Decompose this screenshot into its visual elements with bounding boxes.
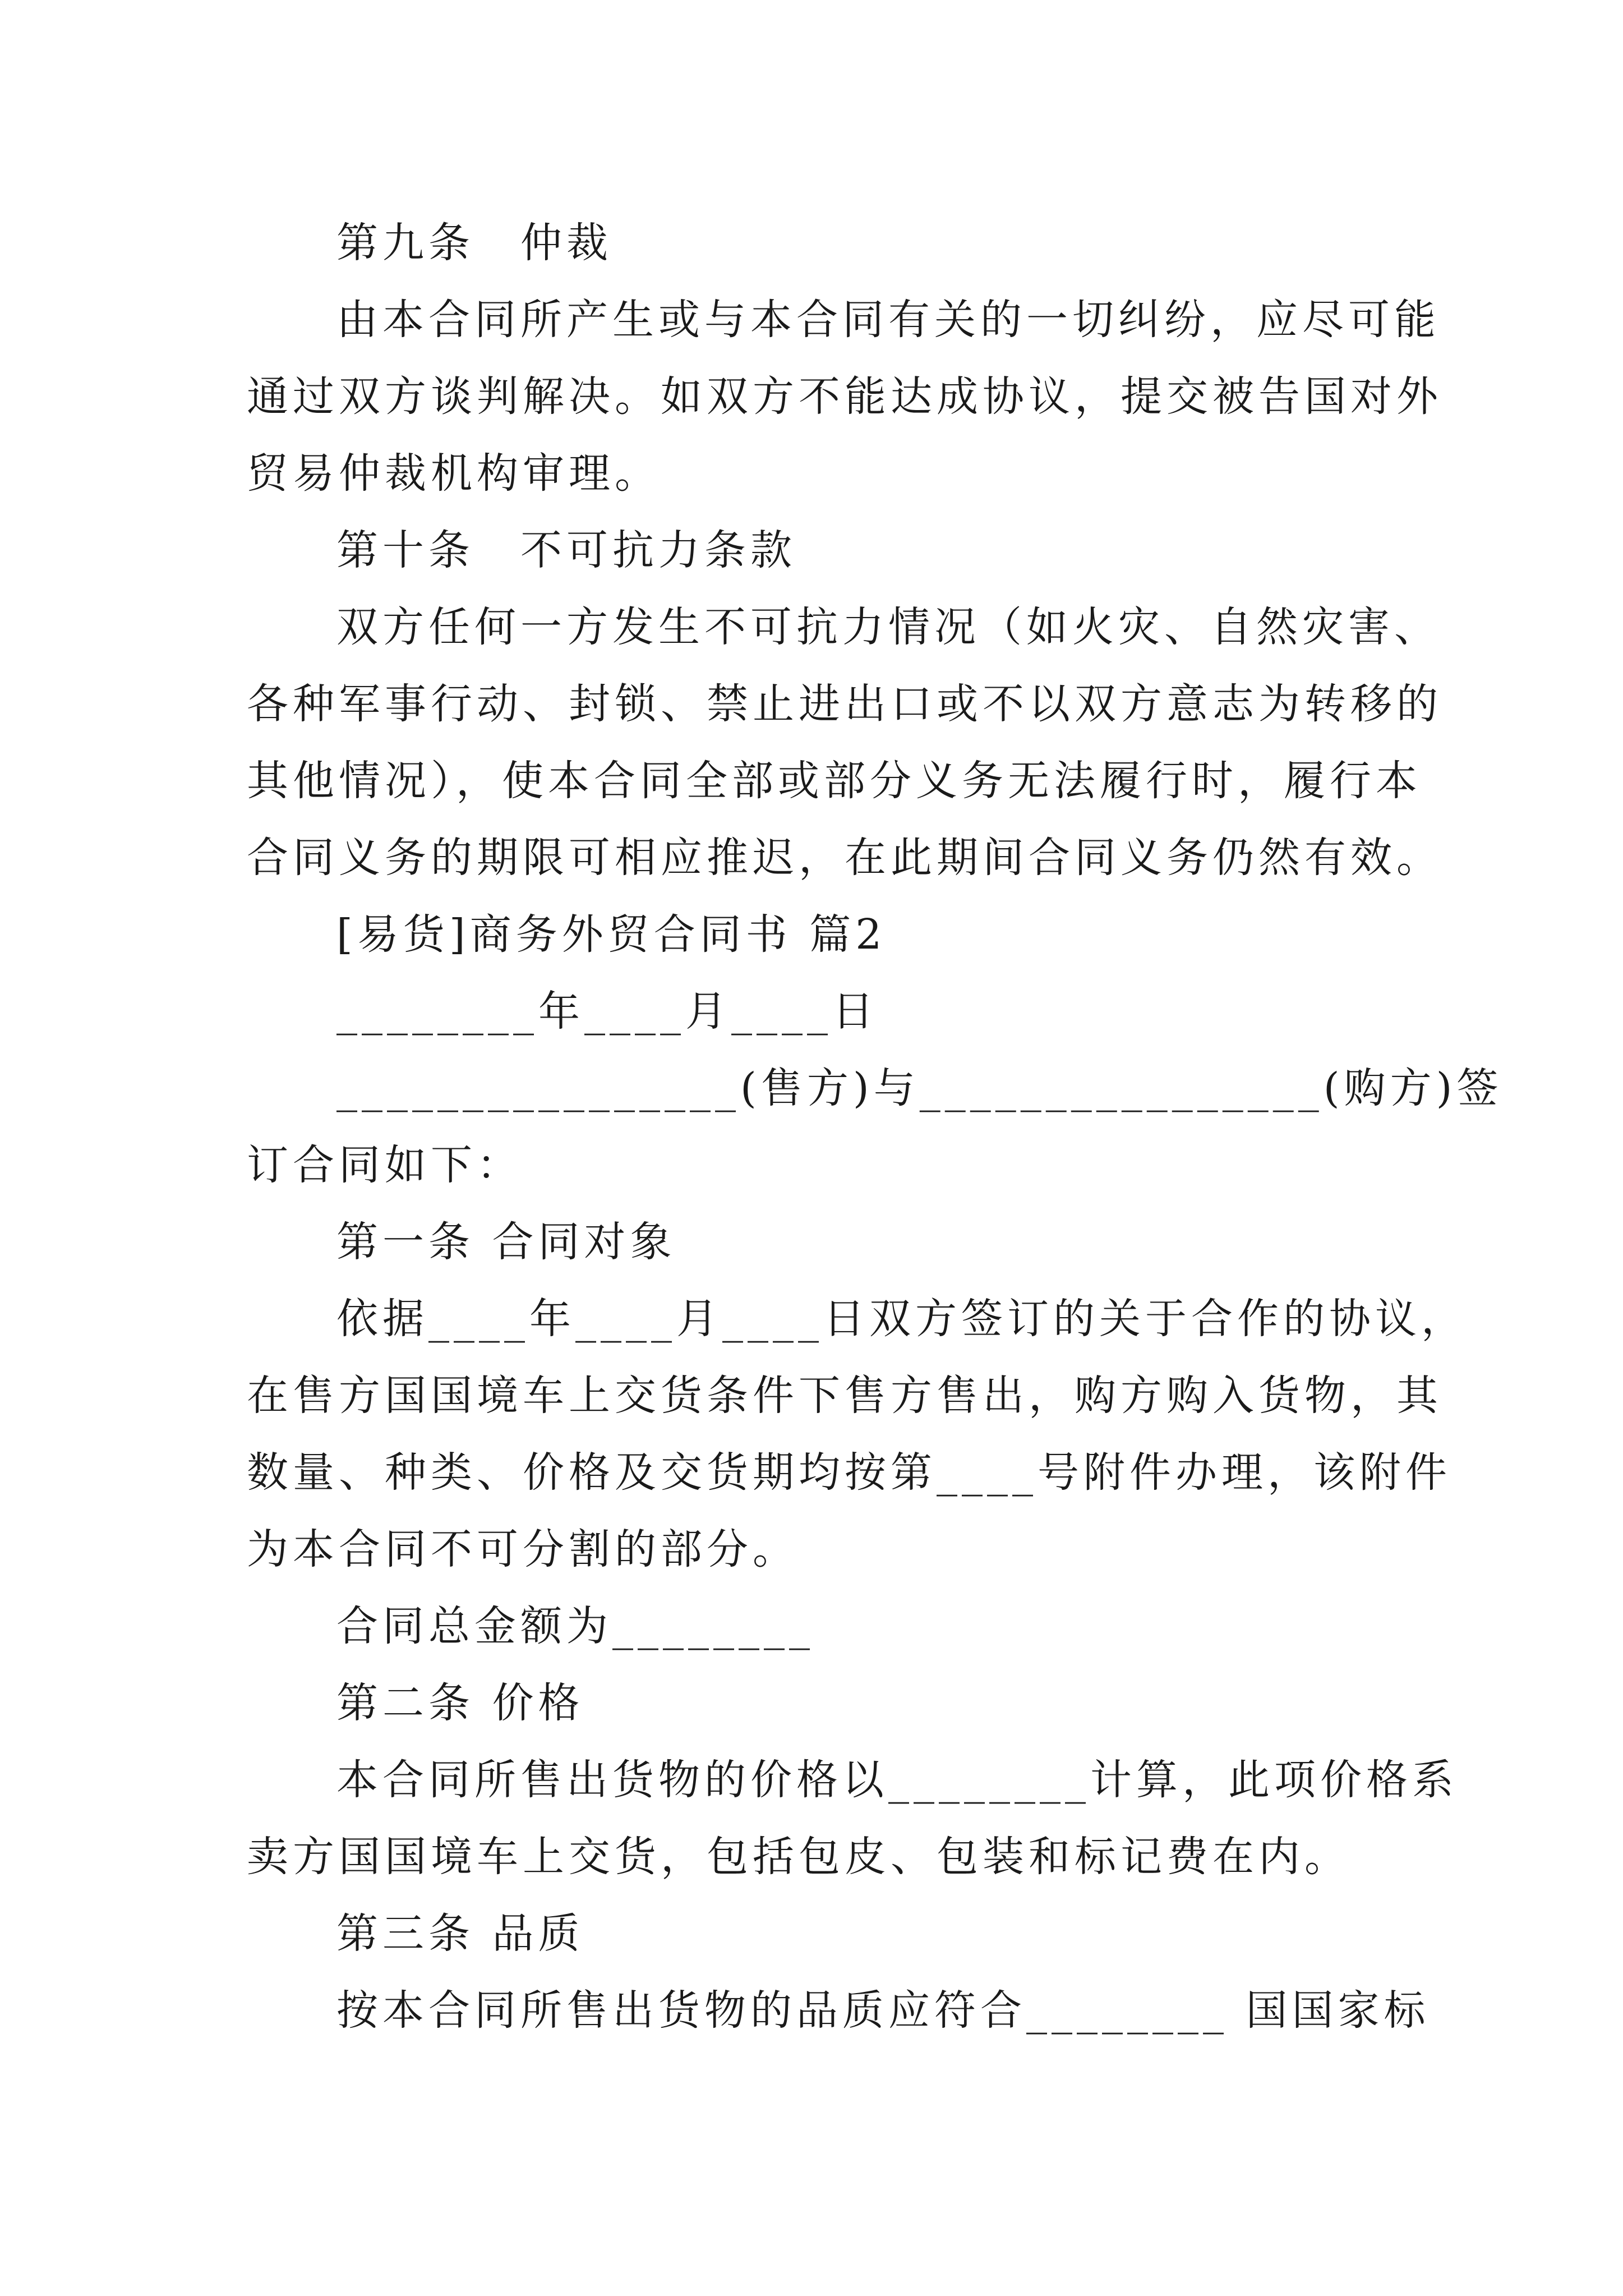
total-amount-line: 合同总金额为________ <box>336 1602 814 1650</box>
date-line: ________年____月____日 <box>336 987 878 1036</box>
paragraph-line: 为本合同不可分割的部分。 <box>247 1525 799 1573</box>
paragraph-line: 其他情况），使本合同全部或部分义务无法履行时，履行本 <box>247 757 1422 805</box>
article-2-heading: 第二条 价格 <box>336 1679 584 1727</box>
paragraph-line: 合同义务的期限可相应推迟，在此期间合同义务仍然有效。 <box>247 834 1442 882</box>
article-10-heading: 第十条 不可抗力条款 <box>336 526 796 574</box>
paragraph-line: 本合同所售出货物的价格以________计算，此项价格系 <box>336 1756 1458 1804</box>
paragraph-line: 贸易仲裁机构审理。 <box>247 449 661 498</box>
paragraph-line: 在售方国国境车上交货条件下售方售出，购方购入货物，其 <box>247 1372 1442 1420</box>
paragraph-line: 依据____年____月____日双方签订的关于合作的协议， <box>336 1295 1467 1343</box>
paragraph-line: 按本合同所售出货物的品质应符合________ 国国家标 <box>336 1986 1430 2035</box>
paragraph-line: 各种军事行动、封锁、禁止进出口或不以双方意志为转移的 <box>247 680 1442 728</box>
paragraph-line: 卖方国国境车上交货，包括包皮、包装和标记费在内。 <box>247 1833 1350 1881</box>
paragraph-line: 订合同如下： <box>247 1141 523 1189</box>
article-1-heading: 第一条 合同对象 <box>336 1218 676 1266</box>
section-title: [易货]商务外贸合同书 篇2 <box>336 910 887 959</box>
article-9-heading: 第九条 仲裁 <box>336 219 612 267</box>
parties-line: ________________(售方)与________________(购方)签 <box>336 1064 1503 1112</box>
paragraph-line: 由本合同所产生或与本合同有关的一切纠纷，应尽可能 <box>336 296 1440 344</box>
paragraph-line: 数量、种类、价格及交货期均按第____号附件办理，该附件 <box>247 1448 1451 1497</box>
article-3-heading: 第三条 品质 <box>336 1910 584 1958</box>
paragraph-line: 双方任何一方发生不可抗力情况（如火灾、自然灾害、 <box>336 603 1440 651</box>
paragraph-line: 通过双方谈判解决。如双方不能达成协议，提交被告国对外 <box>247 372 1442 421</box>
